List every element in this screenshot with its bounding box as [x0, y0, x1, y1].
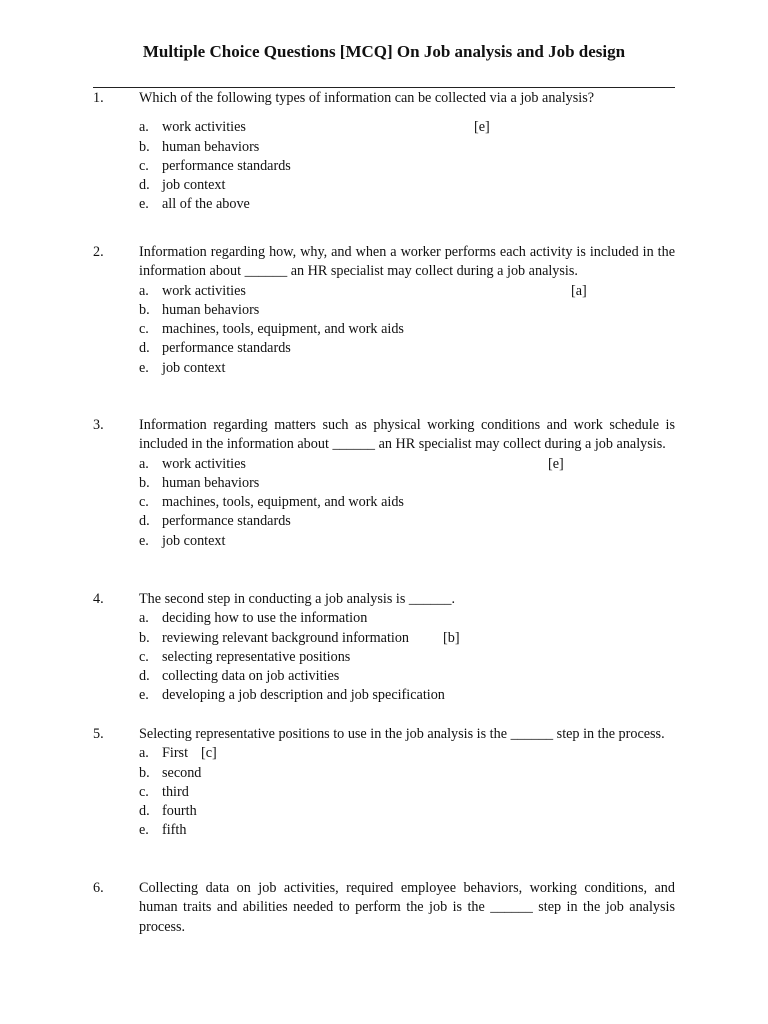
option-letter: b.	[139, 474, 150, 491]
title-divider	[93, 87, 675, 88]
option-b	[139, 474, 675, 493]
option-e	[139, 359, 675, 378]
option-letter: c.	[139, 157, 149, 174]
option-letter: a.	[139, 745, 149, 762]
option-text: job context	[162, 532, 226, 549]
option-letter: d.	[139, 803, 150, 820]
option-text: human behaviors	[162, 301, 260, 318]
option-a	[139, 744, 675, 763]
option-c	[139, 157, 675, 176]
question-1	[93, 89, 675, 215]
question-text: The second step in conducting a job analysis is ______.	[139, 591, 456, 607]
option-letter: c.	[139, 648, 149, 665]
question-text: Which of the following types of information can be collected via a job analysis?	[139, 90, 595, 106]
question-number: 5.	[93, 726, 104, 742]
option-a	[139, 609, 675, 628]
option-b	[139, 629, 675, 648]
option-text: work activities	[162, 119, 246, 136]
option-list	[139, 744, 675, 840]
question-3	[93, 416, 675, 551]
question-2	[93, 243, 675, 378]
answer-key: [c]	[201, 745, 217, 762]
answer-key: [b]	[443, 629, 460, 646]
option-a	[139, 118, 675, 137]
answer-key: [e]	[548, 455, 564, 472]
option-text: second	[162, 764, 202, 781]
question-4	[93, 590, 675, 706]
option-letter: d.	[139, 340, 150, 357]
option-list	[139, 609, 675, 705]
question-5	[93, 725, 675, 841]
option-letter: a.	[139, 282, 149, 299]
option-c	[139, 783, 675, 802]
option-letter: b.	[139, 764, 150, 781]
option-letter: e.	[139, 687, 149, 704]
option-c	[139, 320, 675, 339]
option-b	[139, 301, 675, 320]
answer-key: [e]	[474, 119, 490, 136]
option-e	[139, 686, 675, 705]
option-letter: c.	[139, 783, 149, 800]
option-d	[139, 512, 675, 531]
option-text: all of the above	[162, 196, 250, 213]
option-letter: a.	[139, 119, 149, 136]
option-letter: c.	[139, 494, 149, 511]
option-letter: e.	[139, 822, 149, 839]
option-text: work activities	[162, 455, 246, 472]
option-d	[139, 667, 675, 686]
option-a	[139, 282, 675, 301]
option-letter: e.	[139, 359, 149, 376]
option-letter: a.	[139, 610, 149, 627]
option-text: job context	[162, 177, 226, 194]
option-letter: b.	[139, 629, 150, 646]
option-text: deciding how to use the information	[162, 610, 368, 627]
option-d	[139, 176, 675, 195]
option-letter: a.	[139, 455, 149, 472]
option-b	[139, 138, 675, 157]
option-list	[139, 282, 675, 378]
option-e	[139, 821, 675, 840]
option-list	[139, 455, 675, 551]
option-text: performance standards	[162, 340, 291, 357]
option-letter: b.	[139, 301, 150, 318]
option-letter: d.	[139, 513, 150, 530]
option-text: performance standards	[162, 513, 291, 530]
question-text: Information regarding matters such as physical working conditions and work schedule is included in the information about ______ an HR specialist may collect during a job analysis.	[139, 417, 675, 453]
option-e	[139, 195, 675, 214]
question-number: 4.	[93, 591, 104, 607]
option-text: fifth	[162, 822, 187, 839]
question-6	[93, 879, 675, 937]
question-number: 2.	[93, 244, 104, 260]
option-text: fourth	[162, 803, 197, 820]
option-text: selecting representative positions	[162, 648, 351, 665]
answer-key: [a]	[571, 282, 587, 299]
question-text: Selecting representative positions to use in the job analysis is the ______ step in the process.	[139, 726, 665, 742]
option-text: reviewing relevant background information	[162, 629, 410, 646]
option-d	[139, 339, 675, 358]
option-letter: c.	[139, 321, 149, 338]
option-c	[139, 493, 675, 512]
option-text: job context	[162, 359, 226, 376]
option-list	[139, 118, 675, 214]
option-letter: e.	[139, 196, 149, 213]
option-letter: d.	[139, 668, 150, 685]
option-letter: e.	[139, 532, 149, 549]
option-text: human behaviors	[162, 474, 260, 491]
option-text: First	[162, 745, 189, 762]
question-text: Information regarding how, why, and when a worker performs each activity is included in the information about ______ an HR specialist may collect during a job analysis.	[139, 244, 675, 280]
question-number: 3.	[93, 417, 104, 433]
option-text: machines, tools, equipment, and work aids	[162, 494, 404, 511]
page-title: Multiple Choice Questions [MCQ] On Job analysis and Job design	[142, 42, 626, 61]
option-d	[139, 802, 675, 821]
option-text: performance standards	[162, 157, 291, 174]
question-number: 1.	[93, 90, 104, 106]
option-text: third	[162, 783, 189, 800]
question-number: 6.	[93, 880, 104, 896]
option-text: work activities	[162, 282, 246, 299]
option-c	[139, 648, 675, 667]
question-text: Collecting data on job activities, required employee behaviors, working conditions, and human traits and abilities needed to perform the job is the ______ step in the job analysis process.	[139, 880, 675, 935]
option-letter: d.	[139, 177, 150, 194]
option-a	[139, 455, 675, 474]
option-text: developing a job description and job specification	[162, 687, 445, 704]
option-text: collecting data on job activities	[162, 668, 340, 685]
option-b	[139, 764, 675, 783]
option-letter: b.	[139, 138, 150, 155]
option-text: machines, tools, equipment, and work aids	[162, 321, 404, 338]
option-e	[139, 532, 675, 551]
option-text: human behaviors	[162, 138, 260, 155]
